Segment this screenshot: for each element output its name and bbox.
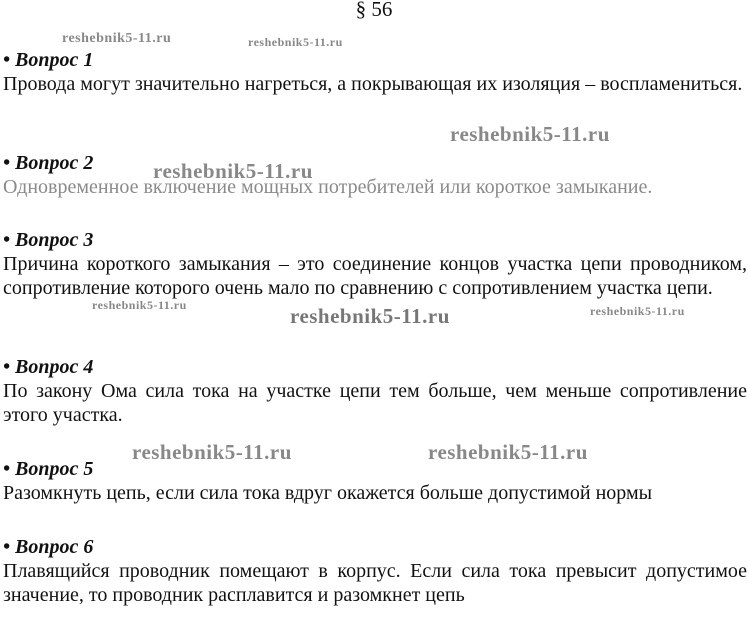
- question-2-answer: Одновременное включение мощных потребителей или короткое замыкание.: [3, 176, 653, 198]
- question-4-answer: По закону Ома сила тока на участке цепи тем больше, чем меньше сопротивление этого участка.: [3, 380, 747, 426]
- question-4: [3, 355, 747, 427]
- question-1-heading: [3, 48, 747, 72]
- question-2: [3, 151, 747, 199]
- watermark: reshebnik5-11.ru: [450, 122, 610, 146]
- question-3-title: Вопрос 3: [15, 229, 94, 251]
- bullet: •: [3, 356, 11, 378]
- bullet: •: [3, 536, 11, 558]
- watermark: reshebnik5-11.ru: [590, 304, 685, 318]
- question-1-answer: Провода могут значительно нагреться, а покрывающая их изоляция – воспламениться.: [3, 73, 743, 95]
- question-3: [3, 228, 747, 300]
- watermark: reshebnik5-11.ru: [290, 304, 450, 328]
- question-3-heading: [3, 228, 747, 252]
- question-1-title: Вопрос 1: [15, 49, 94, 71]
- question-6-answer: Плавящийся проводник помещают в корпус. Если сила тока превысит допустимое значение, то проводник расплавится и разомкнет цепь: [3, 560, 747, 606]
- section-number: § 56: [355, 0, 393, 21]
- bullet: •: [3, 458, 11, 480]
- question-2-title: Вопрос 2: [15, 152, 94, 174]
- watermark: reshebnik5-11.ru: [153, 159, 313, 183]
- question-5-answer: Разомкнуть цепь, если сила тока вдруг окажется больше допустимой нормы: [3, 482, 653, 504]
- question-6-heading: [3, 535, 747, 559]
- watermark: reshebnik5-11.ru: [132, 440, 292, 464]
- question-5-heading: [3, 457, 747, 481]
- question-4-heading: [3, 355, 747, 379]
- watermark: reshebnik5-11.ru: [92, 298, 187, 312]
- question-2-heading: [3, 151, 747, 175]
- question-1: [3, 48, 747, 96]
- bullet: •: [3, 49, 11, 71]
- bullet: •: [3, 229, 11, 251]
- watermark: reshebnik5-11.ru: [248, 35, 343, 49]
- watermark: reshebnik5-11.ru: [62, 31, 172, 46]
- question-6-title: Вопрос 6: [15, 536, 94, 558]
- question-5: [3, 457, 747, 505]
- question-3-answer: Причина короткого замыкания – это соединение концов участка цепи проводником, сопротивление которого очень мало по сравнению с сопротивлением участка цепи.: [3, 253, 747, 299]
- question-6: [3, 535, 747, 607]
- question-4-title: Вопрос 4: [15, 356, 94, 378]
- bullet: •: [3, 152, 11, 174]
- watermark: reshebnik5-11.ru: [428, 440, 588, 464]
- question-5-title: Вопрос 5: [15, 458, 94, 480]
